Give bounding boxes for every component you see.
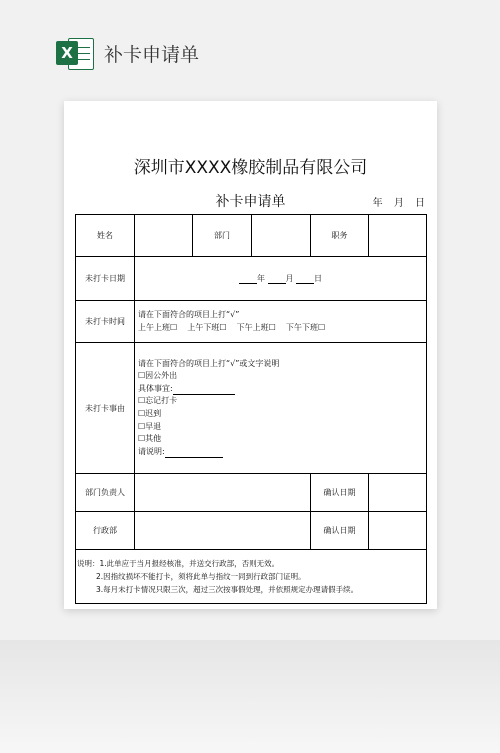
position-label: 职务 bbox=[311, 215, 369, 257]
reason-early-checkbox[interactable]: ☐早退 bbox=[138, 421, 162, 431]
dept-head-label: 部门负责人 bbox=[76, 474, 135, 512]
reason-field[interactable] bbox=[135, 343, 427, 474]
form-row-admin bbox=[76, 512, 427, 550]
missed-time-label: 未打卡时间 bbox=[76, 301, 135, 343]
form-row-missed-date bbox=[76, 257, 427, 301]
dept-field[interactable] bbox=[252, 215, 311, 257]
reason-other-checkbox[interactable]: ☐其他 bbox=[138, 434, 162, 444]
form-row-missed-time bbox=[76, 301, 427, 343]
form-row-reason bbox=[76, 343, 427, 474]
confirm-date-field-2[interactable] bbox=[369, 512, 427, 550]
reason-detail-label: 具体事宜: bbox=[138, 383, 173, 393]
app-header bbox=[56, 36, 199, 70]
date-month-label: 月 bbox=[285, 274, 294, 283]
position-field[interactable] bbox=[369, 215, 427, 257]
time-options[interactable]: 上午上班☐ 上午下班☐ 下午上班☐ 下午下班☐ bbox=[138, 322, 326, 332]
admin-label: 行政部 bbox=[76, 512, 135, 550]
missed-date-label: 未打卡日期 bbox=[76, 257, 135, 301]
reason-label: 未打卡事由 bbox=[76, 343, 135, 474]
form-table bbox=[75, 214, 427, 604]
confirm-date-field-1[interactable] bbox=[369, 474, 427, 512]
date-year-label: 年 bbox=[256, 274, 265, 283]
reason-explain-label: 请说明: bbox=[138, 446, 165, 456]
date-header: 年 月 日 bbox=[372, 198, 425, 209]
notes-cell bbox=[76, 550, 427, 604]
missed-date-field[interactable] bbox=[135, 257, 427, 301]
reason-forgot-checkbox[interactable]: ☐忘记打卡 bbox=[138, 396, 178, 406]
dept-head-field[interactable] bbox=[135, 474, 311, 512]
app-title: 补卡申请单 bbox=[104, 43, 200, 66]
admin-field[interactable] bbox=[135, 512, 311, 550]
reason-business-checkbox[interactable]: ☐因公外出 bbox=[138, 371, 178, 381]
form-row-name bbox=[76, 215, 427, 257]
form-title: 补卡申请单 bbox=[215, 194, 286, 210]
note-1: 说明：1.此单应于当月报经核准，并送交行政部，否则无效。 bbox=[77, 559, 280, 568]
background-floor bbox=[0, 640, 500, 753]
reason-instruction: 请在下面符合的项目上打“√”或文字说明 bbox=[138, 358, 280, 368]
form-row-dept-head bbox=[76, 474, 427, 512]
date-day-label: 日 bbox=[314, 274, 323, 283]
note-3: 3.每月未打卡情况只限三次，超过三次按事假处理，并依照规定办理请假手续。 bbox=[96, 585, 359, 594]
company-name: 深圳市XXXX橡胶制品有限公司 bbox=[133, 158, 368, 178]
form-row-notes bbox=[76, 550, 427, 604]
dept-label: 部门 bbox=[193, 215, 252, 257]
confirm-date-label-2: 确认日期 bbox=[311, 512, 369, 550]
reason-late-checkbox[interactable]: ☐迟到 bbox=[138, 409, 162, 418]
name-label: 姓名 bbox=[76, 215, 135, 257]
missed-time-field[interactable] bbox=[135, 301, 427, 343]
confirm-date-label-1: 确认日期 bbox=[311, 474, 369, 512]
name-field[interactable] bbox=[135, 215, 193, 257]
document-page bbox=[64, 101, 437, 609]
excel-icon: X bbox=[56, 36, 92, 70]
note-2: 2.因指纹损坏不能打卡，须将此单与指纹一同到行政部门证明。 bbox=[96, 572, 306, 581]
time-instruction: 请在下面符合的项目上打“√” bbox=[138, 309, 240, 319]
